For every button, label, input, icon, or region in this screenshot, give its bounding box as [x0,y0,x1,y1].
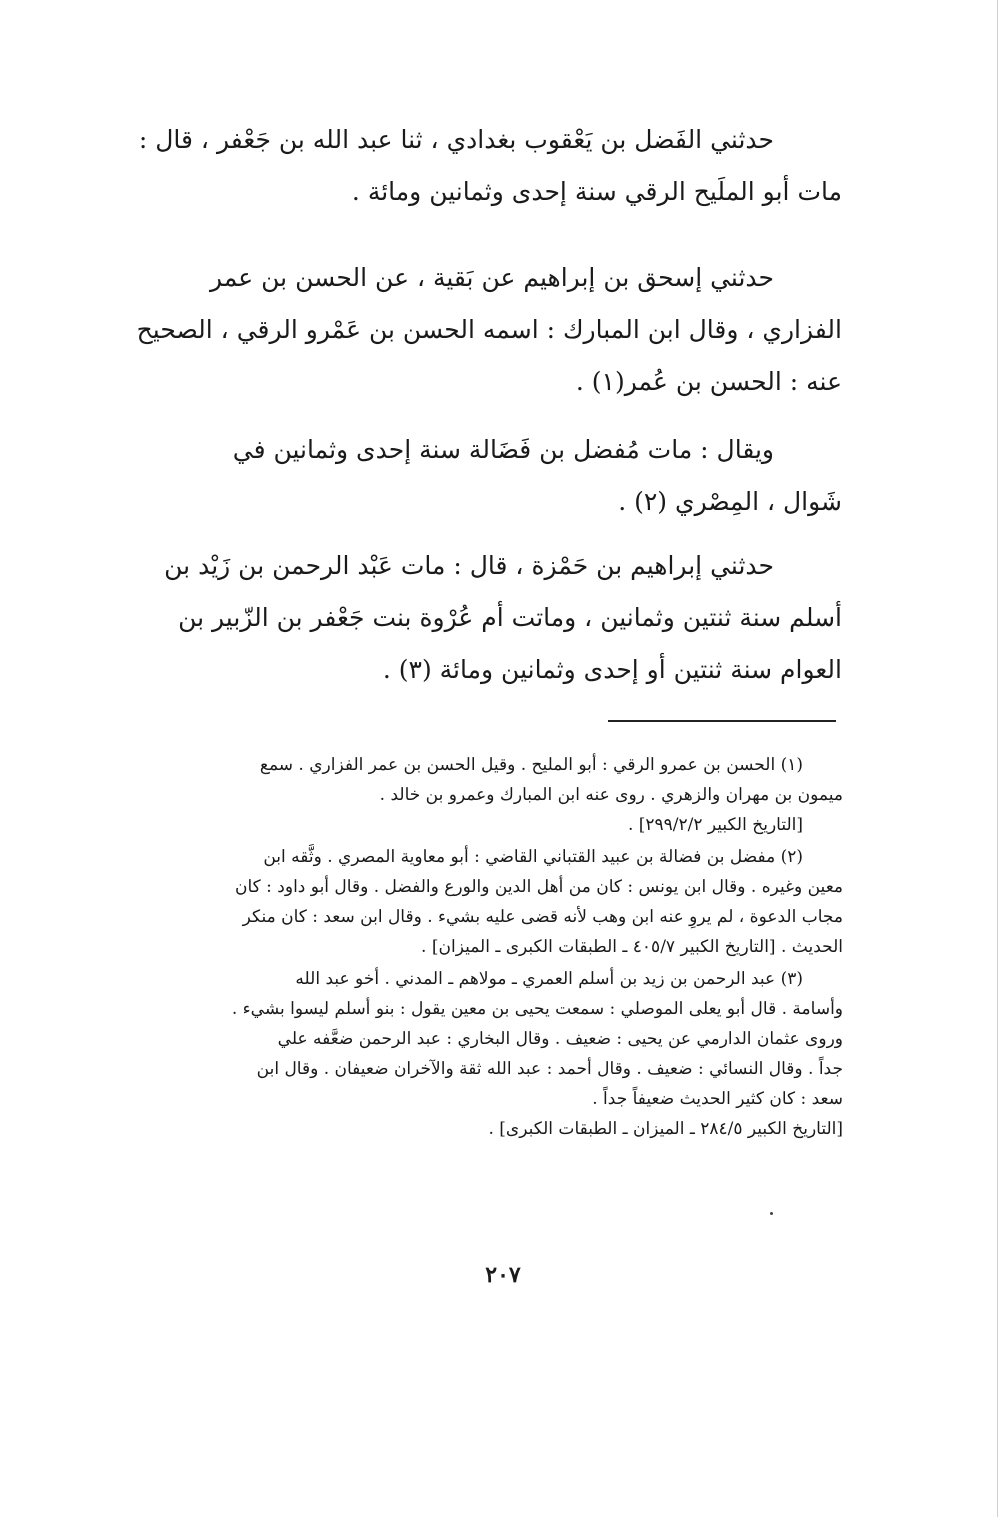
footnote-line: وأسامة . قال أبو يعلى الموصلي : سمعت يحيى بن معين يقول : بنو أسلم ليسوا بشيء . [231,999,843,1019]
footnote-line: وروى عثمان الدارمي عن يحيى : ضعيف . وقال البخاري : عبد الرحمن ضعَّفه علي [277,1029,843,1049]
paragraph-line: حدثني إسحق بن إبراهيم عن بَقية ، عن الحسن بن عمر [210,263,774,292]
footnote-line: [التاريخ الكبير ٢٩٩/٢/٢] . [627,815,803,835]
paragraph-4 [138,540,842,696]
paragraph-line: ويقال : مات مُفضل بن فَضَالة سنة إحدى وثمانين في [232,435,774,464]
paragraph-3 [138,424,842,528]
paragraph-line: العوام سنة ثنتين أو إحدى وثمانين ومائة (٣) . [382,655,842,684]
paragraph-line: مات أبو الملَيح الرقي سنة إحدى وثمانين ومائة . [351,177,842,206]
footnote-line: مجاب الدعوة ، لم يروِ عنه ابن وهب لأنه قضى عليه بشيء . وقال ابن سعد : كان منكر [242,907,843,927]
footnote-3 [135,964,843,1144]
footnote-2 [135,842,843,962]
paragraph-line: الفزاري ، وقال ابن المبارك : اسمه الحسن بن عَمْرو الرقي ، الصحيح [136,315,842,344]
footnote-line: سعد : كان كثير الحديث ضعيفاً جداً . [592,1089,843,1109]
page-number: ٢٠٧ [485,1262,521,1288]
footnotes [135,750,843,1146]
paragraph-line: أسلم سنة ثنتين وثمانين ، وماتت أم عُرْوة بنت جَعْفر بن الزّبير بن [178,603,842,632]
footnote-line: جداً . وقال النسائي : ضعيف . وقال أحمد : عبد الله ثقة والآخران ضعيفان . وقال ابن [256,1059,843,1079]
paragraph-2 [138,252,842,408]
footnote-1 [135,750,843,840]
page-edge-line [997,0,998,1517]
paragraph-line: حدثني الفَضل بن يَعْقوب بغدادي ، ثنا عبد الله بن جَعْفر ، قال : [138,125,774,154]
paragraph-line: شَوال ، المِصْري (٢) . [618,487,842,516]
paragraph-1 [138,114,842,218]
paragraph-line: عنه : الحسن بن عُمر(١) . [575,367,842,396]
paragraph-line: حدثني إبراهيم بن حَمْزة ، قال : مات عَبْد الرحمن بن زَيْد بن [164,551,774,580]
scan-speck [770,1212,773,1215]
footnote-line: (١) الحسن بن عمرو الرقي : أبو المليح . وقيل الحسن بن عمر الفزاري . سمع [259,755,803,775]
footnote-line: [التاريخ الكبير ٢٨٤/٥ ـ الميزان ـ الطبقات الكبرى] . [488,1119,843,1139]
footnote-line: ميمون بن مهران والزهري . روى عنه ابن المبارك وعمرو بن خالد . [379,785,843,805]
footnote-line: الحديث . [التاريخ الكبير ٤٠٥/٧ ـ الطبقات الكبرى ـ الميزان] . [421,937,843,957]
footnote-line: معين وغيره . وقال ابن يونس : كان من أهل الدين والورع والفضل . وقال أبو داود : كان [235,877,843,897]
footnote-line: (٣) عبد الرحمن بن زيد بن أسلم العمري ـ مولاهم ـ المدني . أخو عبد الله [295,969,803,989]
footnote-separator [608,720,836,722]
footnote-line: (٢) مفضل بن فضالة بن عبيد القتباني القاضي : أبو معاوية المصري . وثَّقه ابن [263,847,803,867]
